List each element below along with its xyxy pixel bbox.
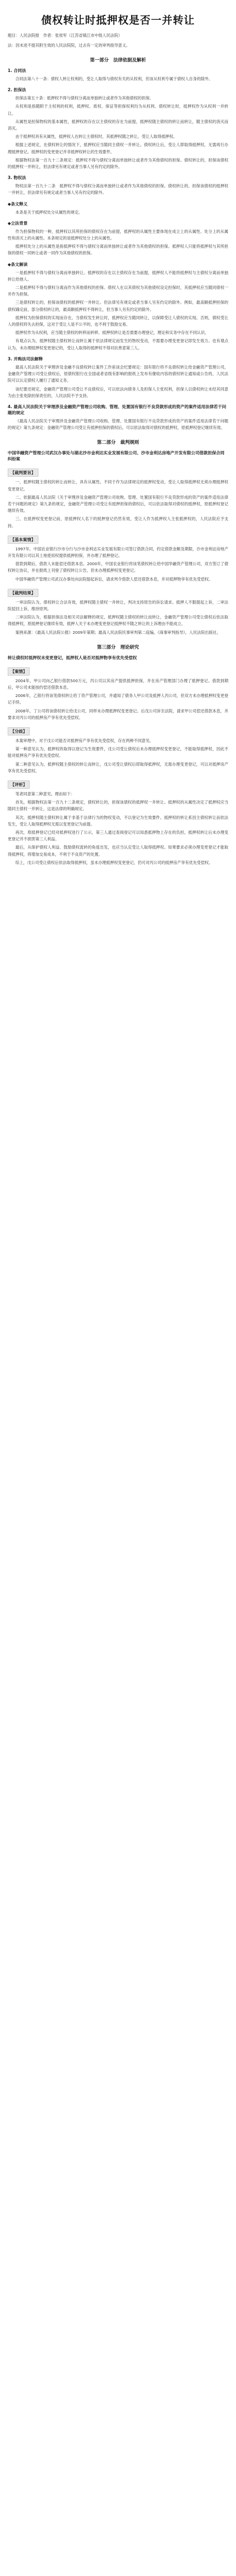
paragraph: 本条是关于抵押权处分从属性的规定。 bbox=[15, 209, 83, 215]
bracket-heading: 【评析】 bbox=[8, 780, 30, 789]
paragraph: 首先，根据物权法第一百九十二条规定，债权转让的，担保该债权的抵押权一并转让。抵押权的从属性决定了抵押权应当随同主债权一并转让，这是法律的明确规定。 bbox=[8, 800, 228, 812]
paragraph: 其次，抵押权随主债权转让属于非基于法律行为的物权变动，不以登记为生效要件。抵押权的转让系因主债权转让而依法发生，受让人取得抵押权无需以变更登记为前提。 bbox=[8, 815, 228, 827]
paragraph: 最后，从保护债权人利益、鼓励债权流转的角度出发，也应当认定受让人取得抵押权。如果要求必须办理变更登记才能取得抵押权，将增加交易成本，不利于不良资产的处置。 bbox=[8, 845, 228, 857]
paragraph: 从权利是指随附于主权利的权利，抵押权、质权、保证等担保权利均为从权利。债权转让时，抵押权作为从权利一并转让。 bbox=[8, 104, 228, 116]
paragraph: 有观点认为，抵押权随主债权转让而转让属于依法律规定而发生的物权变动，不需要办理变更登记即发生效力。也有观点认为，未办理抵押权变更登记的，受让人取得的抵押权不得对抗善意第三人。 bbox=[8, 338, 228, 350]
paragraph: 再次，原抵押登记已经对抵押权进行了公示，第三人通过查阅登记可以知悉抵押物上存在的负担，抵押权转让后未办理变更登记并不损害第三人利益。 bbox=[8, 830, 228, 842]
paragraph: 二、依据最高人民法院《关于审理涉及金融资产管理公司收购、管理、处置国有银行不良贷款形成的资产的案件适用法律若干问题的规定》第九条的规定，金融资产管理公司受让有抵押担保的债权后，可以依法取得对债权的抵押权，原抵押权登记继续有效。 bbox=[8, 494, 228, 514]
paragraph: 1997年，中国农业银行沙市分行与沙市金利达实业发展有限公司签订借款合同，约定借款金额及期限，沙市金利达房地产开发有限公司以其土地使用权提供抵押担保，并办理了抵押登记。 bbox=[8, 546, 228, 558]
subheading: 2. 担保法 bbox=[8, 87, 26, 93]
paragraph: 三、在抵押权变更登记前，原抵押权人名下的抵押登记仍然有效，受让人作为抵押权人主张抵押权的，人民法院应予支持。 bbox=[8, 516, 228, 528]
paragraph: 抵押权为担保债权的实现而存在，当债权发生转让时，抵押权应当随同转让，以保障受让人债权的实现。否则，债权受让人的债权将失去担保，这对于受让人是不公平的，也不利于鼓励交易。 bbox=[8, 315, 228, 327]
subheading: 3. 并购法司法解释 bbox=[8, 356, 43, 361]
paragraph: 一、抵押权随主债权的转让而转让，具有从属性。不同于作为法律规定的抵押权变动，受让人取得抵押权无须办理抵押权变更登记。 bbox=[8, 479, 228, 492]
paragraph: 2006年，乙银行将该笔债权转让给丁资产管理公司，并通知了债务人甲公司及抵押人丙公司，但双方未办理抵押权变更登记手续。 bbox=[8, 693, 228, 705]
paragraph: 作为担保物权的一种，抵押权以其所担保的债权存在为前提，抵押权的从属性主要体现在成立上的从属性、处分上的从属性和消灭上的从属性。本条规定的是抵押权处分上的从属性。 bbox=[8, 228, 228, 241]
bracket-heading: 【案情】 bbox=[8, 667, 30, 676]
paragraph: 借款到期后，借款人未能偿还借款本息。2000年，中国农业银行将该笔债权转让给中国华融资产管理公司，双方签订了债权转让协议，并在报纸上刊登了债权转让公告，但未办理抵押权变更登记。 bbox=[8, 561, 228, 573]
article-title: 债权转让时抵押权是否一并转让 bbox=[41, 14, 195, 26]
bracket-heading: 【裁判结果】 bbox=[8, 589, 38, 597]
bracket-heading: 【分歧】 bbox=[8, 727, 30, 735]
subheading: 4. 最高人民法院关于审理涉及金融资产管理公司收购、管理、处置国有银行不良贷款形成的资产的案件适用法律若干问题的规定 bbox=[8, 404, 227, 415]
bracket-heading-row bbox=[8, 776, 228, 791]
paragraph: 一审法院认为，债权转让合法有效，抵押权随主债权一并转让，判决支持原告的诉讼请求。抵押人不服提起上诉，二审法院驳回上诉，维持原判。 bbox=[8, 599, 228, 611]
paragraph: 综上，戊公司受让债权后依法取得抵押权，虽未办理抵押权变更登记，仍可对丙公司的抵押房产享有优先受偿权。 bbox=[15, 860, 213, 865]
paragraph: 笔者同意第二种意见。理由如下： bbox=[15, 791, 75, 796]
bracket-heading-row bbox=[8, 531, 228, 546]
paragraph: 根据物权法第一百九十二条规定：抵押权不得与债权分离而单独转让或者作为其他债权的担保。债权转让的，担保该债权的抵押权一并转让，但法律另有规定或者当事人另有约定的除外。 bbox=[8, 157, 228, 170]
subheading: 中国华融资产管理公司武汉办事处与湖北沙市金利达实业发展有限公司、沙市金利达房地产开发有限公司借款担保合同纠纷案 bbox=[8, 450, 224, 462]
paragraph: 案例来源：《最高人民法院公报》2009年第期；最高人民法院民事审判第二庭编，《商事审判指导》，人民法院出版社。 bbox=[15, 629, 221, 635]
paragraph: 《最高人民法院关于审理涉及金融资产管理公司收购、管理、处置国有银行不良贷款形成的资产的案件适用法律若干问题的规定》第九条规定：金融资产管理公司受让有抵押担保的债权后，可以依法取得对债权的抵押权，原抵押权登记继续有效。 bbox=[8, 418, 228, 431]
subheading: 转让债权时抵押权未变更登记，抵押权人是否对抵押物享有优先受偿权 bbox=[8, 655, 137, 660]
paragraph: 抵押权处分上的从属性是指抵押权不得与债权分离而单独转让或者作为其他债权的担保。抵押权人只能将抵押权与其所担保的债权一同转让或者一同作为其他债权的担保。 bbox=[8, 244, 228, 256]
author-line: 题目：人民法院报 作者：张侯军（江苏省镇江市中级人民法院） bbox=[8, 33, 122, 38]
paragraph: 从属性是担保物权的基本属性，抵押权的存在以主债权的存在为前提，抵押权随主债权的转让而转让，随主债权的消灭而消灭。 bbox=[8, 119, 228, 131]
section-title: 第三部分 理论研究 bbox=[97, 644, 139, 650]
bracket-heading-row bbox=[8, 464, 228, 479]
paragraph: 2008年，丁公司将该债权转让给戊公司，同样未办理抵押权变更登记。后戊公司诉至法院，请求甲公司偿还借款本息，并要求对丙公司的抵押房产享有优先受偿权。 bbox=[8, 708, 228, 720]
bracket-heading-row bbox=[8, 663, 228, 678]
paragraph: 物权法第一百九十二条 抵押权不得与债权分离而单独转让或者作为其他债权的担保。债权转让的，担保该债权的抵押权一并转让，但法律另有规定或者当事人另有约定的除外。 bbox=[8, 183, 228, 196]
paragraph: 最高人民法院关于审理涉及金融不良债权转让案件工作座谈会纪要规定：国有银行将不良债权转让给金融资产管理公司，金融资产管理公司受让债权后，原债权银行在全国或者省级有影响的报纸上发布有催收内容的债权转让通知或公告的，人民法院可以认定债权人履行了通知义务。 bbox=[8, 364, 228, 383]
article-body bbox=[8, 57, 228, 866]
paragraph: 合同法第八十一条：债权人转让权利的，受让人取得与债权有关的从权利，但该从权利专属于债权人自身的除外。 bbox=[15, 76, 213, 81]
subheading: ◆条文解读 bbox=[8, 261, 28, 267]
subheading: ◆条文释义 bbox=[8, 201, 28, 207]
paragraph: 抵押权作为从权利，应当随主债权的转移而转移。抵押权转让是否需要办理登记，理论和实务中存在不同认识。 bbox=[15, 330, 209, 336]
paragraph: 根据上述规定，在债权转让的情况下，抵押权应当随同主债权一并转让。债权转让后，受让人即取得抵押权，无需再行办理抵押登记。抵押权的变更登记并非抵押权转让的生效要件。 bbox=[8, 142, 228, 154]
paragraph: 二是抵押权不得与债权分离而作为其他债权的担保。债权人在以其债权为其他债权设定担保时，其抵押权应当随同债权一并作为担保。 bbox=[8, 285, 228, 297]
paragraph: 第一种意见认为，抵押权的取得以登记为生效要件，戊公司受让债权后未办理抵押权变更登记，不能取得抵押权，因此不能对抵押房产享有优先受偿权。 bbox=[8, 746, 228, 759]
bracket-heading-row bbox=[8, 723, 228, 738]
section-title: 第一部分 法律依据及解析 bbox=[89, 58, 146, 63]
paragraph: 中国华融资产管理公司武汉办事处向法院提起诉讼，请求判令借款人偿还借款本息，并对抵押物享有优先受偿权。 bbox=[15, 576, 213, 582]
subheading: 1. 合同法 bbox=[8, 68, 26, 73]
subheading: ◆立法背景 bbox=[8, 220, 28, 226]
paragraph: 2004年，甲公司向乙银行借款500万元，丙公司以其房产提供抵押担保，并在房产管理部门办理了抵押登记。借款到期后，甲公司未能按约偿还借款本息。 bbox=[8, 678, 228, 690]
article-lead: 法：因未进不提其附生效的人民法院院，过去有一定的审判指导意义。 bbox=[8, 43, 130, 48]
bracket-heading: 【基本案情】 bbox=[8, 536, 38, 544]
bracket-heading: 【裁判要旨】 bbox=[8, 469, 38, 477]
paragraph: 本案审理中，对于戊公司能否对抵押房产享有优先受偿权，存在两种不同意见。 bbox=[15, 738, 154, 743]
paragraph: 一是抵押权不得与债权分离而单独转让。抵押权的存在以主债权存在为前提，抵押权人不能将抵押权与主债权分离而单独转让给他人。 bbox=[8, 270, 228, 282]
subheading: 3. 物权法 bbox=[8, 175, 26, 181]
paragraph: 三是债权转让的，担保该债权的抵押权一并转让。但法律另有规定或者当事人另有约定的除外。例如，最高额抵押担保的债权确定前，部分债权转让的，最高额抵押权不得转让，但当事人另有约定的除外。 bbox=[8, 300, 228, 312]
paragraph: 该纪要还规定，金融资产管理公司受让不良债权后，可以依法向债务人及担保人主张权利，担保人以债权转让未经其同意为由主张免除担保责任的，人民法院不予支持。 bbox=[8, 386, 228, 398]
paragraph: 第二种意见认为，抵押权随主债权的转让而转让，戊公司受让债权后即取得抵押权，无需办理变更登记，可以对抵押房产享有优先受偿权。 bbox=[8, 761, 228, 773]
paragraph: 二审法院认为，根据担保法及相关司法解释的规定，抵押权随主债权的转让而转让，金融资产管理公司受让债权后依法取得抵押权，原抵押登记继续有效，抵押人关于未办理变更登记抵押权不随之转让的上诉理由不能成立。 bbox=[8, 615, 228, 627]
section-title: 第二部分 裁判规则 bbox=[97, 440, 139, 446]
paragraph: 担保法第五十条：抵押权不得与债权分离而单独转让或者作为其他债权的担保。 bbox=[15, 96, 154, 101]
bracket-heading-row bbox=[8, 584, 228, 599]
paragraph: 由于抵押权具有从属性，抵押权人在转让主债权时，其抵押权随之转让，受让人取得抵押权。 bbox=[15, 134, 177, 140]
